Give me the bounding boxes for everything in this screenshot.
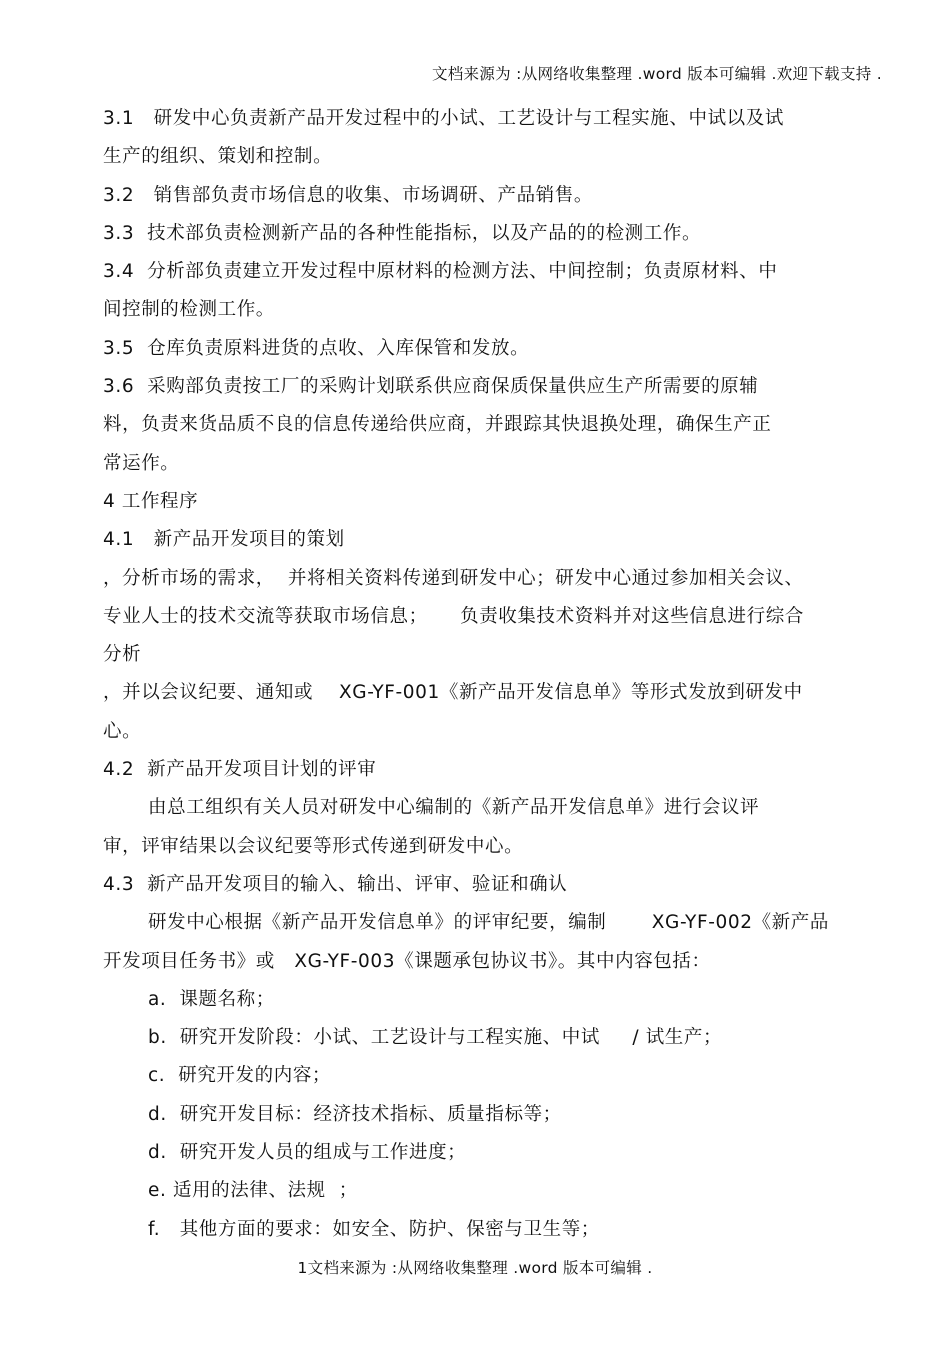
subsection-heading: 4.2 新产品开发项目计划的评审: [103, 759, 377, 781]
text-line: 间控制的检测工作。: [103, 299, 275, 321]
text-line: ，并以会议纪要、通知或 XG-YF-001《新产品开发信息单》等形式发放到研发中: [103, 682, 803, 704]
list-item: b. 研究开发阶段：小试、工艺设计与工程实施、中试 / 试生产；: [148, 1027, 723, 1049]
text-line: 3.4 分析部负责建立开发过程中原材料的检测方法、中间控制；负责原材料、中: [103, 261, 778, 283]
text-line: 常运作。: [103, 452, 180, 474]
text-line: 开发项目任务书》或 XG-YF-003《课题承包协议书》。其中内容包括：: [103, 950, 711, 972]
text-line: 3.2 销售部负责市场信息的收集、市场调研、产品销售。: [103, 184, 593, 206]
text-line: 3.5 仓库负责原料进货的点收、入库保管和发放。: [103, 337, 530, 359]
text-line: 研发中心根据《新产品开发信息单》的评审纪要，编制 XG-YF-002《新产品: [148, 912, 829, 934]
list-item: d. 研究开发人员的组成与工作进度；: [148, 1142, 467, 1164]
document-body: [103, 100, 888, 1249]
text-line: 3.3 技术部负责检测新产品的各种性能指标，以及产品的的检测工作。: [103, 222, 702, 244]
text-line: 3.6 采购部负责按工厂的采购计划联系供应商保质保量供应生产所需要的原辅: [103, 376, 759, 398]
text-line: 专业人士的技术交流等获取市场信息； 负责收集技术资料并对这些信息进行综合: [103, 605, 804, 627]
list-item: e. 适用的法律、法规 ；: [148, 1180, 358, 1202]
subsection-heading: 4.1 新产品开发项目的策划: [103, 529, 345, 551]
list-item: c. 研究开发的内容；: [148, 1065, 332, 1087]
text-line: 由总工组织有关人员对研发中心编制的《新产品开发信息单》进行会议评: [148, 797, 760, 819]
list-item: a. 课题名称；: [148, 988, 275, 1010]
page-footer: 1文档来源为 :从网络收集整理 .word 版本可编辑 .: [297, 1259, 653, 1277]
list-item: d. 研究开发目标：经济技术指标、质量指标等；: [148, 1103, 562, 1125]
page-header: 文档来源为 :从网络收集整理 .word 版本可编辑 .欢迎下载支持 .: [431, 65, 882, 83]
text-line: 生产的组织、策划和控制。: [103, 146, 333, 168]
subsection-heading: 4.3 新产品开发项目的输入、输出、评审、验证和确认: [103, 873, 568, 895]
text-line: 料，负责来货品质不良的信息传递给供应商，并跟踪其快退换处理，确保生产正: [103, 414, 772, 436]
text-line: 分析: [103, 644, 142, 666]
section-heading: 4 工作程序: [103, 490, 199, 512]
text-line: 3.1 研发中心负责新产品开发过程中的小试、工艺设计与工程实施、中试以及试: [103, 108, 784, 129]
list-item: f. 其他方面的要求：如安全、防护、保密与卫生等；: [148, 1218, 600, 1240]
text-line: 审，评审结果以会议纪要等形式传递到研发中心。: [103, 835, 524, 857]
text-line: ，分析市场的需求， 并将相关资料传递到研发中心；研发中心通过参加相关会议、: [103, 567, 804, 589]
text-line: 心。: [103, 720, 142, 742]
